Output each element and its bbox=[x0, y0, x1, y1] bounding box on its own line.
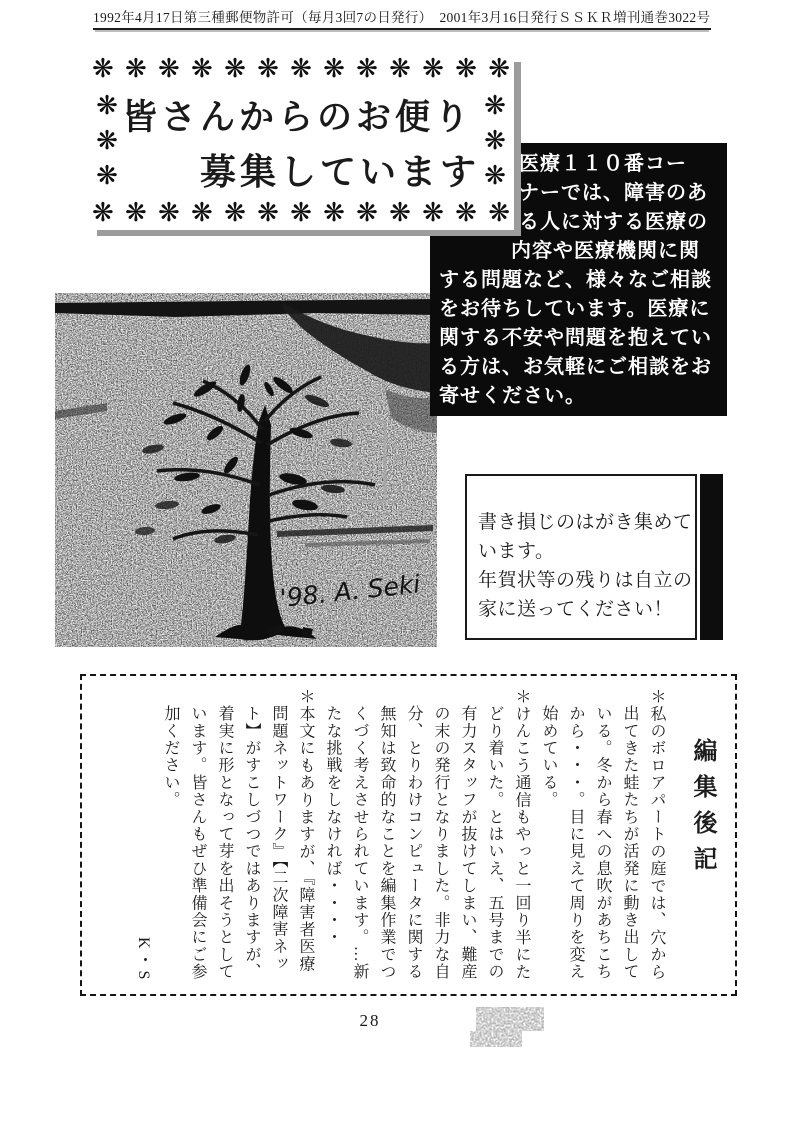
flower-border-right bbox=[480, 88, 510, 194]
flower-icon: ❋ bbox=[455, 198, 477, 228]
flower-icon: ❋ bbox=[224, 198, 246, 228]
editor-note-text bbox=[82, 676, 735, 994]
editor-note-paragraph: ＊私のボロアパートの庭では、穴から出てきた蛙たちが活発に動き出している。冬から春への息吹があちこちから・・・。目に見えて周りを変え始めている。 bbox=[540, 688, 665, 981]
flower-icon: ❋ bbox=[257, 54, 279, 84]
flower-icon: ❋ bbox=[257, 198, 279, 228]
medical-corner-line: ナーでは、障害のあ bbox=[519, 182, 708, 204]
flower-icon: ❋ bbox=[455, 54, 477, 84]
flower-icon: ❋ bbox=[488, 198, 510, 228]
flower-icon: ❋ bbox=[92, 198, 114, 228]
flower-icon: ❋ bbox=[484, 90, 506, 121]
flower-icon: ❋ bbox=[484, 161, 506, 192]
flower-icon: ❋ bbox=[191, 198, 213, 228]
postcard-line: 書き損じのはがき集めて bbox=[478, 512, 693, 533]
flower-icon: ❋ bbox=[422, 198, 444, 228]
editor-note-paragraph: ＊けんこう通信もやっと一回り半にたどり着いた。とはいえ、五号までの有力スタッフが抜けてしまい、難産の末の発行となりました。非力な自分、とりわけコンピュータに関する無知は致命的なことを編集作業でつくづく考えさせられています。…新たな挑戦をしなければ・・・・ bbox=[324, 688, 530, 981]
page-number: 28 bbox=[359, 1011, 381, 1030]
postcard-line: 年賀状等の残りは自立の bbox=[478, 570, 693, 591]
flower-border-bottom bbox=[92, 198, 510, 228]
header-permit-line: 1992年4月17日第三種郵便物許可（毎月3回7の日発行） 2001年3月16日発行ＳＳＫＲ増刊通巻3022号 bbox=[93, 6, 711, 30]
editor-note-signature: K・S bbox=[135, 936, 152, 982]
medical-corner-line: 寄せください。 bbox=[439, 385, 586, 407]
letters-wanted-box bbox=[88, 54, 514, 230]
flower-icon: ❋ bbox=[92, 54, 114, 84]
medical-corner-line: る人に対する医療の bbox=[519, 211, 708, 233]
tree-drawing bbox=[55, 293, 437, 647]
flower-icon: ❋ bbox=[290, 198, 312, 228]
flower-icon: ❋ bbox=[158, 54, 180, 84]
flower-icon: ❋ bbox=[323, 198, 345, 228]
flower-border-top bbox=[92, 54, 510, 84]
editor-note-title: 編集後記 bbox=[689, 738, 715, 882]
medical-corner-line: する問題など、様々なご相談 bbox=[439, 269, 712, 291]
flower-icon: ❋ bbox=[224, 54, 246, 84]
editor-note-box bbox=[80, 674, 737, 996]
black-side-bar bbox=[700, 474, 723, 640]
postcard-line: 家に送ってください！ bbox=[478, 599, 674, 620]
scan-smudge bbox=[466, 1005, 548, 1051]
medical-corner-line: 関する不安や問題を抱えてい bbox=[439, 327, 712, 349]
flower-icon: ❋ bbox=[488, 54, 510, 84]
flower-border-left bbox=[92, 88, 122, 194]
flower-icon: ❋ bbox=[96, 125, 118, 156]
flower-icon: ❋ bbox=[125, 54, 147, 84]
postcard-line: います。 bbox=[478, 541, 555, 562]
letters-wanted-title-line1: 皆さんからのお便り bbox=[122, 98, 474, 137]
editor-note-paragraph: ＊本文にもありますが、『障害者医療問題ネットワーク』【二次障害ネット】がすこしづつではありますが、着実に形となって芽を出そうとしています。皆さんもぜひ準備会にご参加ください。 bbox=[162, 688, 314, 981]
flower-icon: ❋ bbox=[356, 54, 378, 84]
medical-corner-line: る方は、お気軽にご相談をお bbox=[439, 356, 712, 378]
postcard-collection-box bbox=[465, 474, 697, 640]
flower-icon: ❋ bbox=[323, 54, 345, 84]
flower-icon: ❋ bbox=[484, 125, 506, 156]
flower-icon: ❋ bbox=[356, 198, 378, 228]
flower-icon: ❋ bbox=[389, 198, 411, 228]
medical-corner-line: 内容や医療機関に関 bbox=[511, 240, 700, 262]
flower-icon: ❋ bbox=[389, 54, 411, 84]
flower-icon: ❋ bbox=[290, 54, 312, 84]
medical-corner-line: をお待ちしています。医療に bbox=[439, 298, 711, 320]
flower-icon: ❋ bbox=[422, 54, 444, 84]
flower-icon: ❋ bbox=[125, 198, 147, 228]
flower-icon: ❋ bbox=[158, 198, 180, 228]
letters-wanted-title-line2: 募集しています bbox=[200, 152, 481, 192]
medical-corner-line: 医療１１０番コー bbox=[519, 153, 687, 175]
flower-icon: ❋ bbox=[96, 90, 118, 121]
artwork-signature: '98. A. Seki bbox=[278, 569, 422, 613]
flower-icon: ❋ bbox=[96, 161, 118, 192]
flower-icon: ❋ bbox=[191, 54, 213, 84]
